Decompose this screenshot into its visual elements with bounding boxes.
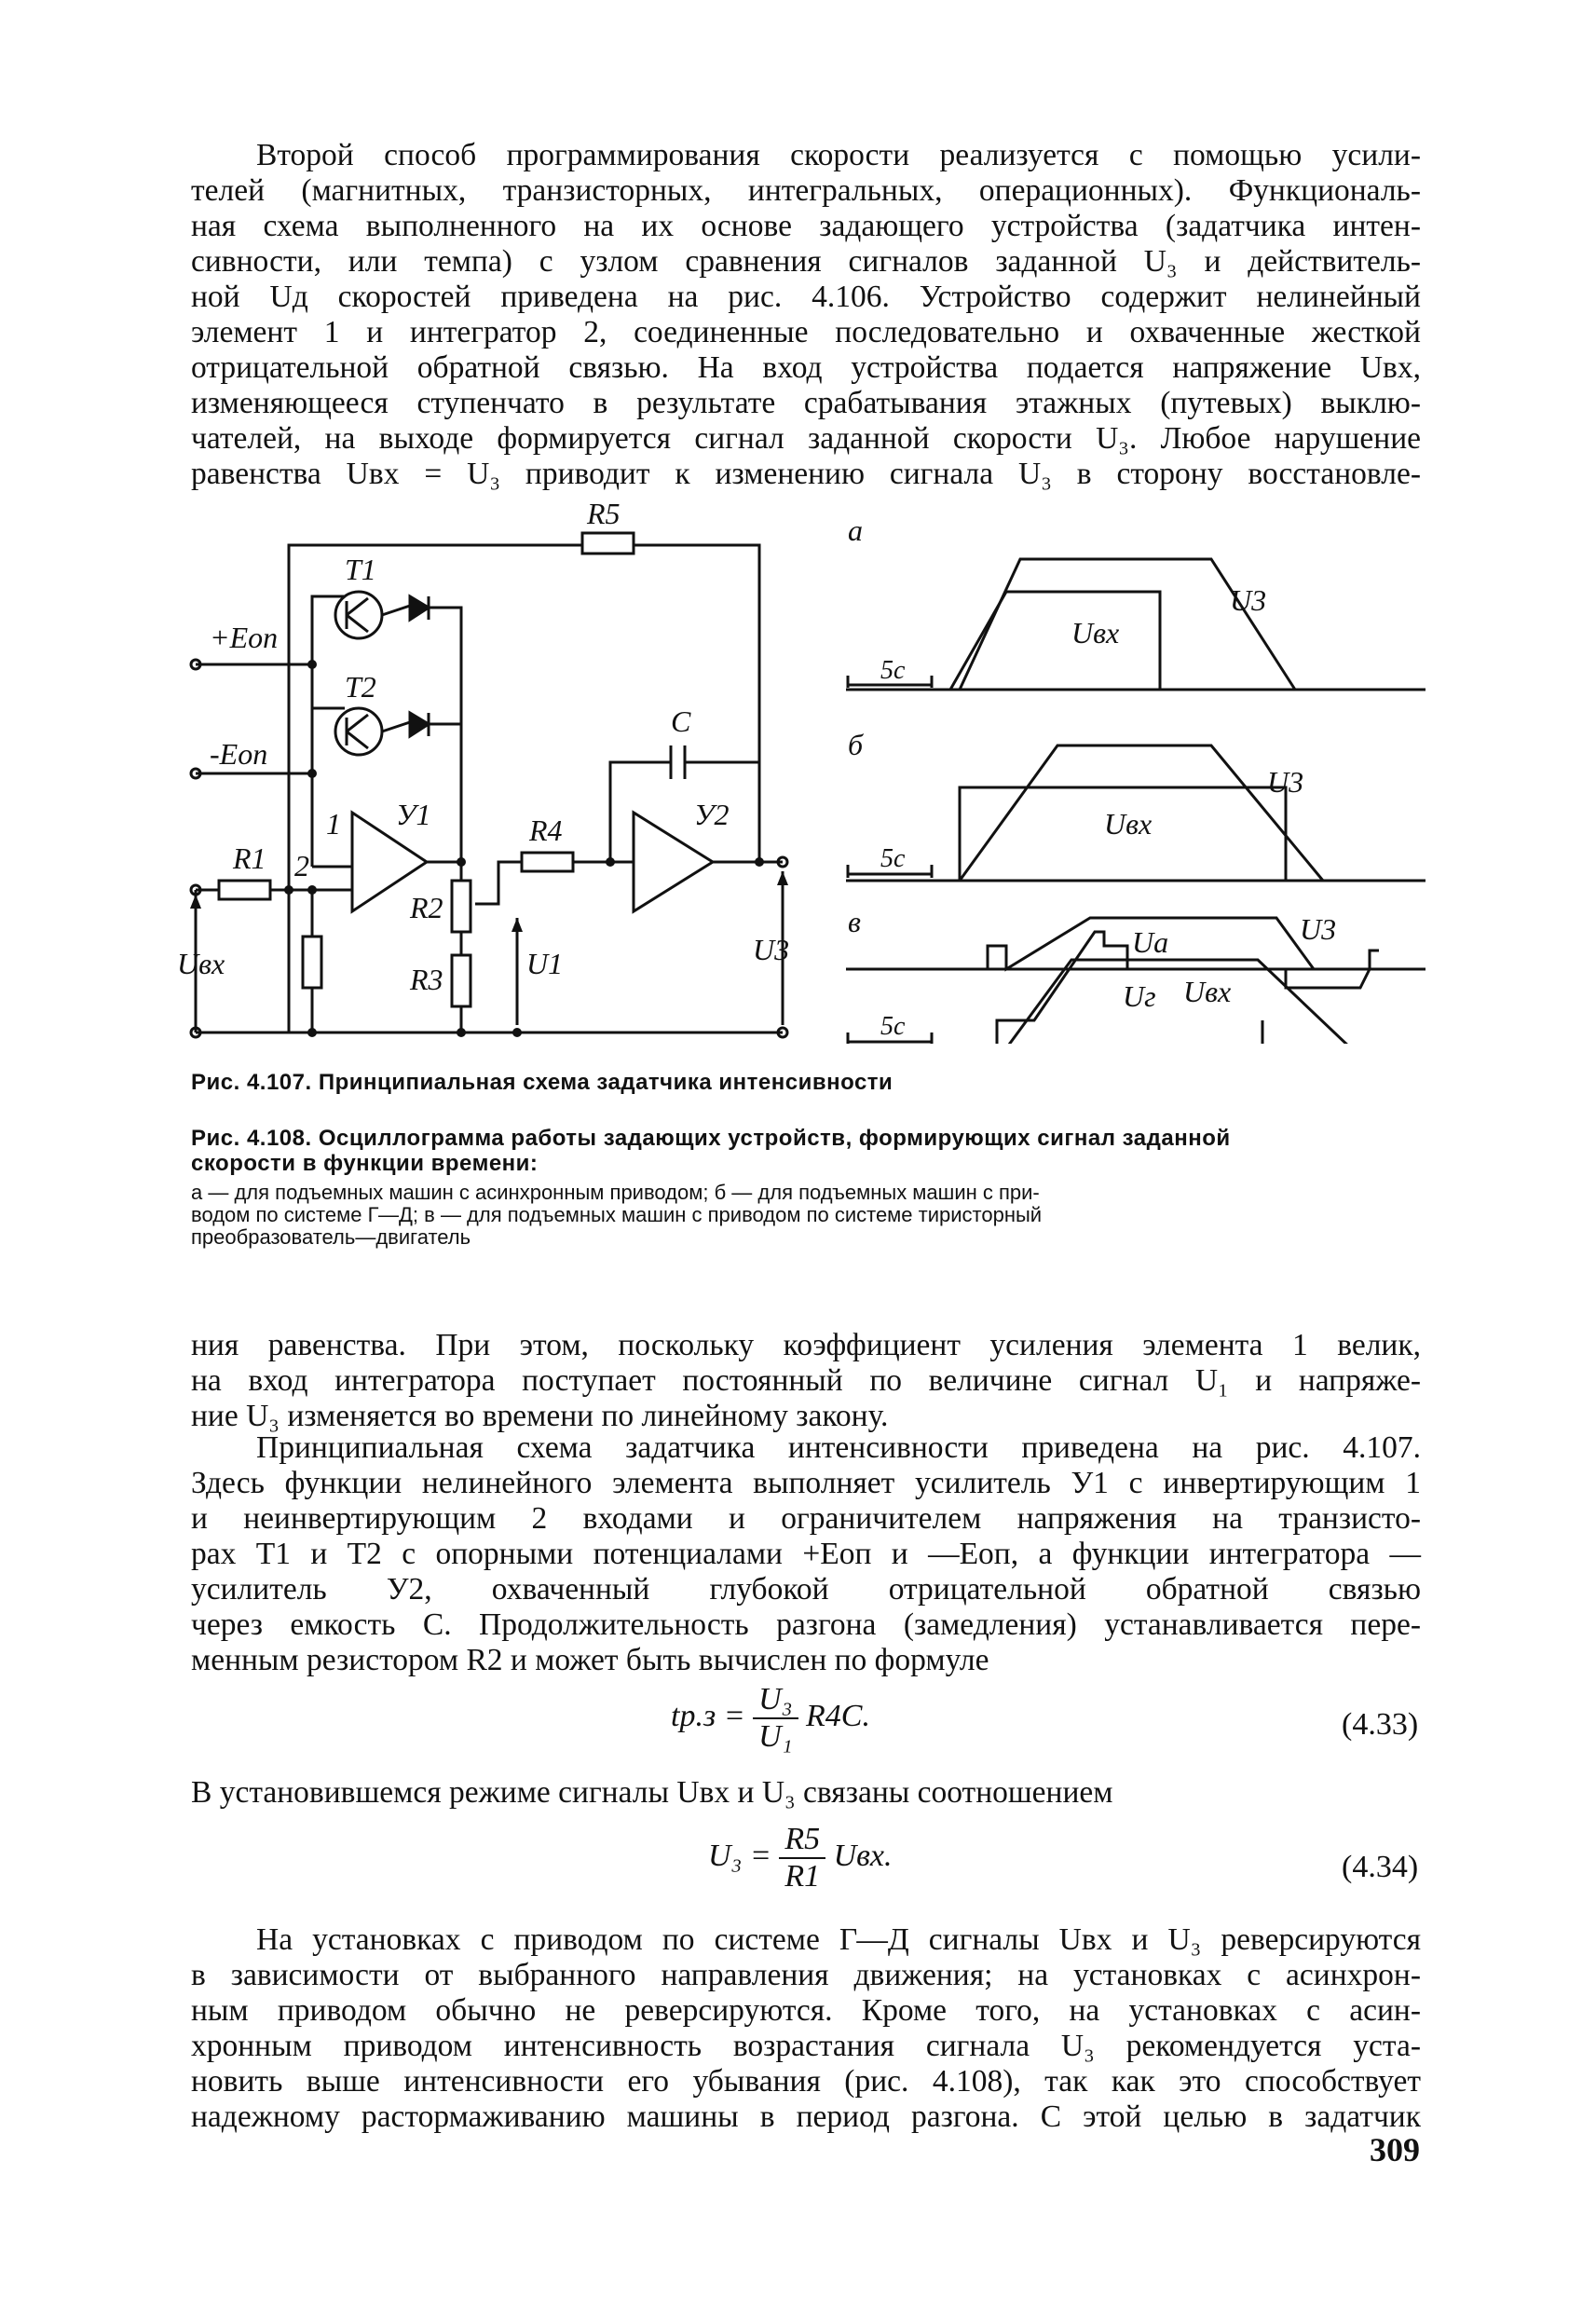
label-u3-v: U3 xyxy=(1300,912,1337,946)
text-line: чателей, на выходе формируется сигнал заданной скорости U₃. Любое нарушение xyxy=(191,421,1421,456)
text-line: новить выше интенсивности его убывания (рис. 4.108), так как это способствует xyxy=(191,2064,1421,2099)
legend-fig-4-108 xyxy=(191,1182,1421,1249)
formula-numerator: R5 xyxy=(779,1822,825,1859)
label-uin-a: Uвх xyxy=(1071,616,1120,650)
text-line: ная схема выполненного на их основе задающего устройства (задатчика интен- xyxy=(191,209,1421,243)
paragraph-sentence-4-34 xyxy=(191,1775,1421,1811)
text-line: ным приводом обычно не реверсируются. Кроме того, на установках с асин- xyxy=(191,1993,1421,2028)
text-line: элемент 1 и интегратор 2, соединенные последовательно и охваченные жесткой xyxy=(191,315,1421,349)
formula-fraction xyxy=(779,1822,825,1894)
label-t2: T2 xyxy=(345,670,376,704)
formula-denominator: U₁ xyxy=(758,1719,793,1754)
text-line: Второй способ программирования скорости реализуется с помощью усили- xyxy=(256,138,1421,172)
text-line: менным резистором R2 и может быть вычислен по формуле xyxy=(191,1643,989,1677)
label-r3: R3 xyxy=(410,963,443,996)
text-line: и неинвертирующим 2 входами и ограничителем напряжения на транзисто- xyxy=(191,1501,1421,1536)
text-line: отрицательной обратной связью. На вход устройства подается напряжение Uвх, xyxy=(191,350,1421,385)
label-u3: U3 xyxy=(753,933,790,966)
text-line: телей (магнитных, транзисторных, интегральных, операционных). Функциональ- xyxy=(191,173,1421,208)
panel-letter-v: в xyxy=(848,905,861,938)
formula-4-33 xyxy=(671,1682,870,1755)
formula-4-34 xyxy=(708,1822,893,1894)
legend-line: преобразователь—двигатель xyxy=(191,1225,471,1249)
text-line: равенства Uвх = U₃ приводит к изменению сигнала U₃ в сторону восстановле- xyxy=(191,457,1421,491)
formula-lhs: U₃ = xyxy=(708,1838,771,1873)
text-line: В установившемся режиме сигналы Uвх и U₃ связаны соотношением xyxy=(191,1775,1113,1810)
label-e-neg: -Eоп xyxy=(210,737,268,771)
label-r5: R5 xyxy=(587,503,621,530)
time-scale-b: 5с xyxy=(880,844,906,873)
label-c: C xyxy=(671,704,691,738)
formula-rhs: Uвх. xyxy=(833,1838,893,1873)
paragraph-2 xyxy=(191,1328,1421,1434)
caption-line: Рис. 4.108. Осциллограмма работы задающих устройств, формирующих сигнал заданной xyxy=(191,1126,1231,1151)
label-ua-v: Uа xyxy=(1132,925,1169,959)
text-line: хронным приводом интенсивность возрастания сигнала U₃ рекомендуется уста- xyxy=(191,2029,1421,2063)
label-uin-b: Uвх xyxy=(1104,807,1153,841)
page-number: 309 xyxy=(1370,2131,1420,2168)
label-uin-v: Uвх xyxy=(1183,975,1232,1008)
text-line: Здесь функции нелинейного элемента выполняет усилитель У1 с инвертирующим 1 xyxy=(191,1466,1421,1500)
legend-line: водом по системе Г—Д; в — для подъемных машин с приводом по системе тиристорный xyxy=(191,1203,1043,1226)
caption-line: скорости в функции времени: xyxy=(191,1151,539,1176)
time-scale-v: 5с xyxy=(880,1012,906,1041)
label-u3-a: U3 xyxy=(1230,583,1267,617)
panel-letter-b: б xyxy=(848,728,864,761)
text-line: рах Т1 и Т2 с опорными потенциалами +Eоп и —Eоп, а функции интегратора — xyxy=(191,1537,1421,1571)
text-line: На установках с приводом по системе Г—Д сигналы Uвх и U₃ реверсируются xyxy=(256,1922,1421,1957)
label-u3-b: U3 xyxy=(1267,765,1304,799)
label-r1: R1 xyxy=(233,841,266,875)
text-line: Принципиальная схема задатчика интенсивности приведена на рис. 4.107. xyxy=(256,1430,1421,1465)
label-y2: У2 xyxy=(694,798,730,831)
label-u-in: Uвх xyxy=(177,947,225,980)
formula-rhs: R4C. xyxy=(806,1698,870,1733)
legend-line: а — для подъемных машин с асинхронным приводом; б — для подъемных машин с при- xyxy=(191,1181,1040,1204)
paragraph-4 xyxy=(191,1922,1421,2135)
paragraph-3 xyxy=(191,1430,1421,1678)
text-line: сивности, или темпа) с узлом сравнения сигналов заданной U₃ и действитель- xyxy=(191,244,1421,279)
label-pin1: 1 xyxy=(326,807,341,841)
formula-denominator: R1 xyxy=(784,1859,821,1894)
paragraph-1 xyxy=(191,138,1421,492)
label-y1: У1 xyxy=(396,798,431,831)
text-line: через емкость С. Продолжительность разгона (замедления) устанавливается пере- xyxy=(191,1607,1421,1642)
circuit-schematic xyxy=(177,503,829,1044)
trace-u3-v xyxy=(1006,960,1351,1044)
formula-fraction xyxy=(753,1682,798,1755)
text-line: надежному растормаживанию машины в период разгона. С этой целью в задатчик xyxy=(191,2099,1421,2134)
text-line: на вход интегратора поступает постоянный по величине сигнал U₁ и напряже- xyxy=(191,1363,1421,1398)
formula-numerator: U₃ xyxy=(753,1682,798,1719)
text-line: ной Uд скоростей приведена на рис. 4.106. Устройство содержит нелинейный xyxy=(191,280,1421,314)
equation-number-4-33: (4.33) xyxy=(1342,1707,1419,1742)
label-t1: T1 xyxy=(345,553,376,586)
time-scale-a: 5с xyxy=(880,656,906,685)
text-line: изменяющееся ступенчато в результате срабатывания этажных (путевых) выклю- xyxy=(191,386,1421,420)
text-line: в зависимости от выбранного направления движения; на установках с асинхрон- xyxy=(191,1958,1421,1992)
label-pin2: 2 xyxy=(294,849,309,882)
text-line: ние U₃ изменяется во времени по линейному закону. xyxy=(191,1399,889,1433)
label-e-pos: +Eоп xyxy=(210,621,279,654)
trace-u3-a xyxy=(960,559,1295,690)
label-u1: U1 xyxy=(526,947,564,980)
text-line: усилитель У2, охваченный глубокой отрицательной обратной связью xyxy=(191,1572,1421,1607)
formula-lhs: tр.з = xyxy=(671,1698,745,1733)
caption-fig-4-107: Рис. 4.107. Принципиальная схема задатчика интенсивности xyxy=(191,1070,893,1095)
caption-fig-4-108 xyxy=(191,1126,1421,1176)
label-ur-v: Uг xyxy=(1123,979,1156,1013)
oscillogram-figure xyxy=(839,503,1435,1044)
panel-letter-a: а xyxy=(848,513,863,547)
equation-number-4-34: (4.34) xyxy=(1342,1850,1419,1884)
text-line: ния равенства. При этом, поскольку коэффициент усиления элемента 1 велик, xyxy=(191,1328,1421,1362)
label-r2: R2 xyxy=(410,891,443,924)
label-r4: R4 xyxy=(529,814,563,847)
